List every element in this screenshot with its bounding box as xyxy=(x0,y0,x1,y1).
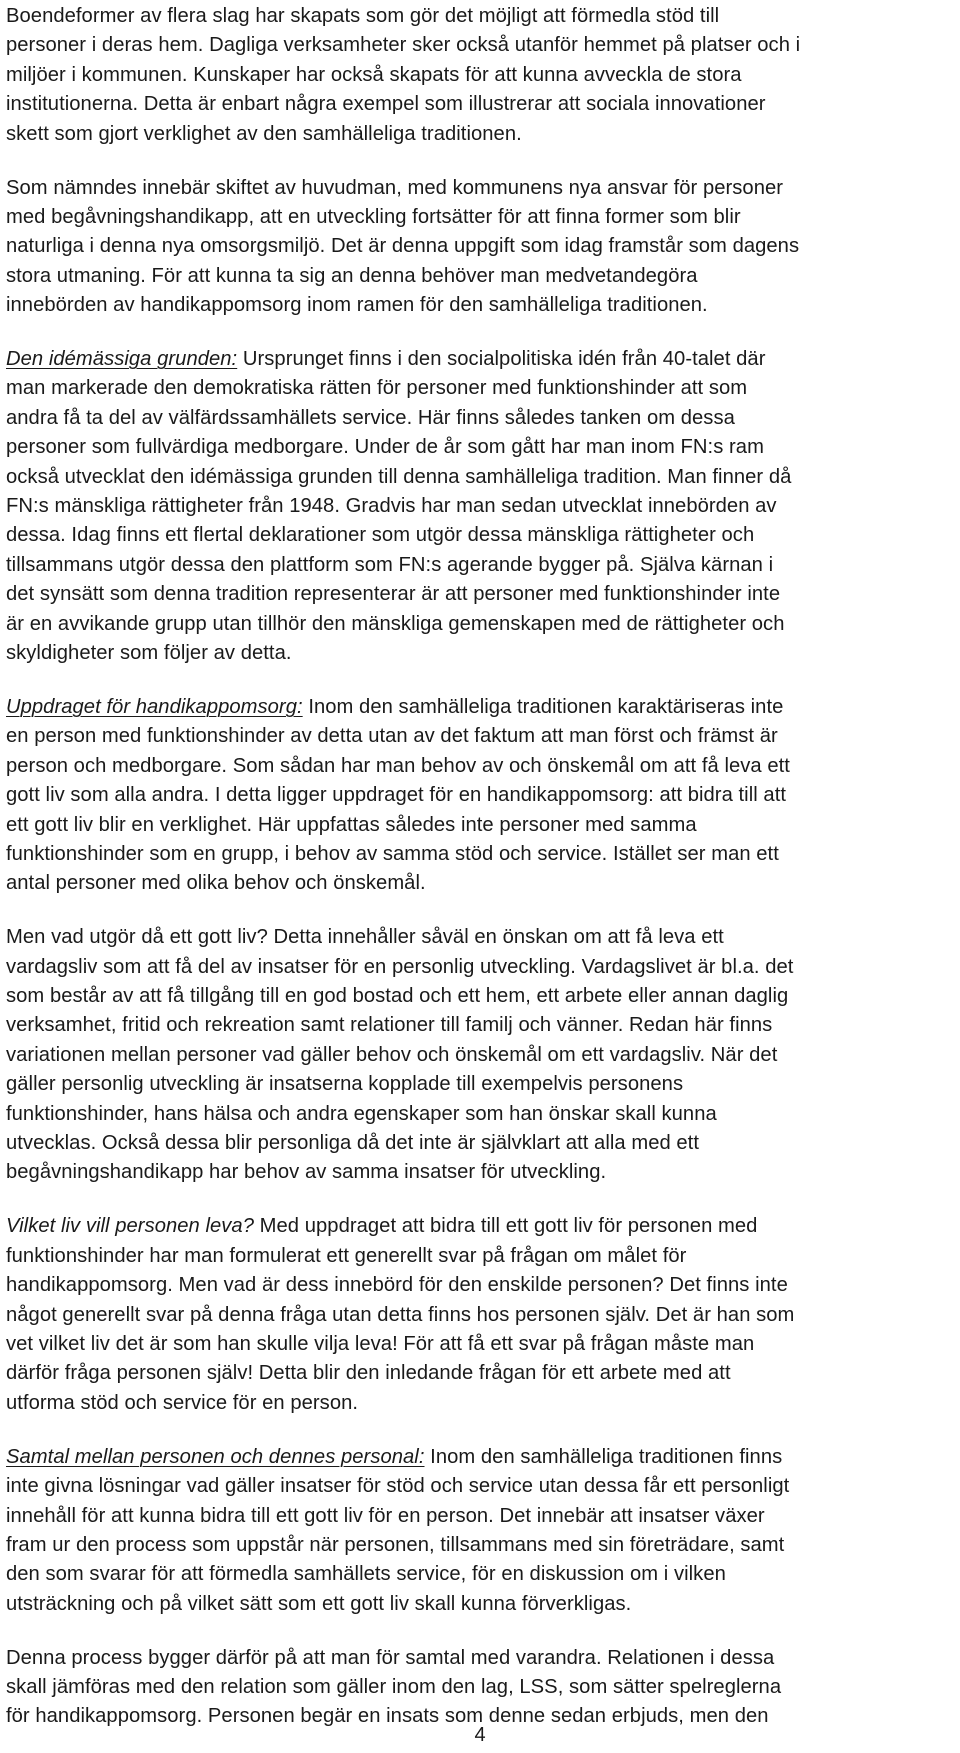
text-line: det synsätt som denna tradition representerar är att personer med funktionshinder inte xyxy=(6,583,781,606)
section-lead: Samtal mellan personen och dennes personal: xyxy=(6,1445,425,1468)
text-line: den som svarar för att förmedla samhällets service, för en diskussion om i vilken xyxy=(6,1563,726,1586)
text-line: är en avvikande grupp utan tillhör den mänskliga gemenskapen med de rättigheter och xyxy=(6,612,785,635)
section-lead: Vilket liv vill personen leva? xyxy=(6,1215,254,1238)
text-line xyxy=(6,693,954,722)
paragraph-6 xyxy=(6,1212,954,1418)
text-line: skall jämföras med den relation som gäller inom den lag, LSS, som sätter spelreglerna xyxy=(6,1676,782,1699)
text-line: innebörden av handikappomsorg inom ramen för den samhälleliga traditionen. xyxy=(6,294,708,317)
text-line: Men vad utgör då ett gott liv? Detta innehåller såväl en önskan om att få leva ett xyxy=(6,926,724,949)
text-line: en person med funktionshinder av detta utan av det faktum att man först och främst är xyxy=(6,725,778,748)
text-line: gäller personlig utveckling är insatserna kopplade till exempelvis personens xyxy=(6,1073,684,1096)
text-line: inte givna lösningar vad gäller insatser för stöd och service utan dessa får ett personligt xyxy=(6,1475,790,1498)
paragraph-7 xyxy=(6,1443,954,1619)
text-line: miljöer i kommunen. Kunskaper har också skapats för att kunna avveckla de stora xyxy=(6,63,742,86)
text-line: som består av att få tillgång till en god bostad och ett hem, ett arbete eller annan daglig xyxy=(6,985,789,1008)
text-line: utvecklas. Också dessa blir personliga då det inte är självklart att alla med ett xyxy=(6,1132,699,1155)
text-line: också utvecklat den idémässiga grunden till denna samhälleliga tradition. Man finner då xyxy=(6,465,792,488)
page-number: 4 xyxy=(474,1724,486,1746)
text-line: Denna process bygger därför på att man för samtal med varandra. Relationen i dessa xyxy=(6,1646,775,1669)
text-line: FN:s mänskliga rättigheter från 1948. Gradvis har man sedan utvecklat innebörden av xyxy=(6,495,777,518)
paragraph-3 xyxy=(6,345,954,668)
text-line: skyldigheter som följer av detta. xyxy=(6,642,292,664)
text-line: med begåvningshandikapp, att en utveckling fortsätter för att finna former som blir xyxy=(6,205,741,228)
section-lead: Uppdraget för handikappomsorg: xyxy=(6,695,303,718)
text-line: Som nämndes innebär skiftet av huvudman, med kommunens nya ansvar för personer xyxy=(6,176,784,199)
text-line: fram ur den process som uppstår när personen, tillsammans med sin företrädare, samt xyxy=(6,1533,785,1556)
text-line: personer som fullvärdiga medborgare. Under de år som gått har man inom FN:s ram xyxy=(6,436,764,459)
text-line: tillsammans utgör dessa den plattform som FN:s agerande bygger på. Själva kärnan i xyxy=(6,553,774,576)
text-line: utforma stöd och service för en person. xyxy=(6,1391,359,1414)
text-line: institutionerna. Detta är enbart några exempel som illustrerar att sociala innovationer xyxy=(6,93,766,116)
text-line: antal personer med olika behov och önskemål. xyxy=(6,872,426,895)
text-line: handikappomsorg. Men vad är dess innebörd för den enskilde personen? Det finns inte xyxy=(6,1274,788,1297)
body-text xyxy=(6,2,954,1732)
text-run: Ursprunget finns i den socialpolitiska idén från 40-talet där xyxy=(237,348,766,371)
text-line: variationen mellan personer vad gäller behov och önskemål om ett vardagsliv. När det xyxy=(6,1043,778,1066)
text-line xyxy=(6,1443,954,1472)
text-line xyxy=(6,345,954,374)
text-line: begåvningshandikapp har behov av samma insatser för utveckling. xyxy=(6,1161,607,1184)
text-line: dessa. Idag finns ett flertal deklarationer som utgör dessa mänskliga rättigheter och xyxy=(6,524,755,547)
text-line: funktionshinder har man formulerat ett generellt svar på frågan om målet för xyxy=(6,1244,687,1267)
text-line: innehåll för att kunna bidra till ett gott liv för en person. Det innebär att insatser växer xyxy=(6,1504,765,1527)
text-line xyxy=(6,1212,954,1241)
text-run: Inom den samhälleliga traditionen karaktäriseras inte xyxy=(302,695,784,718)
text-line: skett som gjort verklighet av den samhälleliga traditionen. xyxy=(6,122,522,145)
paragraph-8 xyxy=(6,1644,954,1732)
text-line: vardagsliv som att få del av insatser för en personlig utveckling. Vardagslivet är bl.a. det xyxy=(6,955,794,978)
text-line: något generellt svar på denna fråga utan detta finns hos personen själv. Det är han som xyxy=(6,1303,795,1326)
text-line: för handikappomsorg. Personen begär en insats som denne sedan erbjuds, men den xyxy=(6,1705,769,1728)
text-line: ett gott liv blir en verklighet. Här uppfattas således inte personer med samma xyxy=(6,813,697,836)
paragraph-1 xyxy=(6,2,954,149)
text-line: man markerade den demokratiska rätten för personer med funktionshinder att som xyxy=(6,377,748,400)
text-line: vet vilket liv det är som han skulle vilja leva! För att få ett svar på frågan måste man xyxy=(6,1332,755,1355)
paragraph-4 xyxy=(6,693,954,899)
text-line: personer i deras hem. Dagliga verksamheter sker också utanför hemmet på platser och i xyxy=(6,34,801,57)
text-line: Boendeformer av flera slag har skapats som gör det möjligt att förmedla stöd till xyxy=(6,5,720,27)
text-line: gott liv som alla andra. I detta ligger uppdraget för en handikappomsorg: att bidra till att xyxy=(6,784,787,807)
text-line: andra få ta del av välfärdssamhällets service. Här finns således tanken om dessa xyxy=(6,406,735,429)
text-line: naturliga i denna nya omsorgsmiljö. Det är denna uppgift som idag framstår som dagens xyxy=(6,235,800,258)
text-line: därför fråga personen själv! Detta blir den inledande frågan för ett arbete med att xyxy=(6,1362,731,1385)
section-lead: Den idémässiga grunden: xyxy=(6,348,238,371)
text-run: Inom den samhälleliga traditionen finns xyxy=(424,1445,783,1468)
text-line: funktionshinder som en grupp, i behov av samma stöd och service. Istället ser man ett xyxy=(6,842,779,865)
text-line: person och medborgare. Som sådan har man behov av och önskemål om att få leva ett xyxy=(6,754,790,777)
text-line: verksamhet, fritid och rekreation samt relationer till familj och vänner. Redan här finns xyxy=(6,1014,773,1037)
text-run: Med uppdraget att bidra till ett gott liv för personen med xyxy=(254,1215,758,1238)
paragraph-2 xyxy=(6,174,954,321)
text-line: stora utmaning. För att kunna ta sig an denna behöver man medvetandegöra xyxy=(6,264,698,287)
text-line: utsträckning och på vilket sätt som ett gott liv skall kunna förverkligas. xyxy=(6,1592,632,1615)
text-line: funktionshinder, hans hälsa och andra egenskaper som han önskar skall kunna xyxy=(6,1102,717,1125)
paragraph-5 xyxy=(6,923,954,1188)
